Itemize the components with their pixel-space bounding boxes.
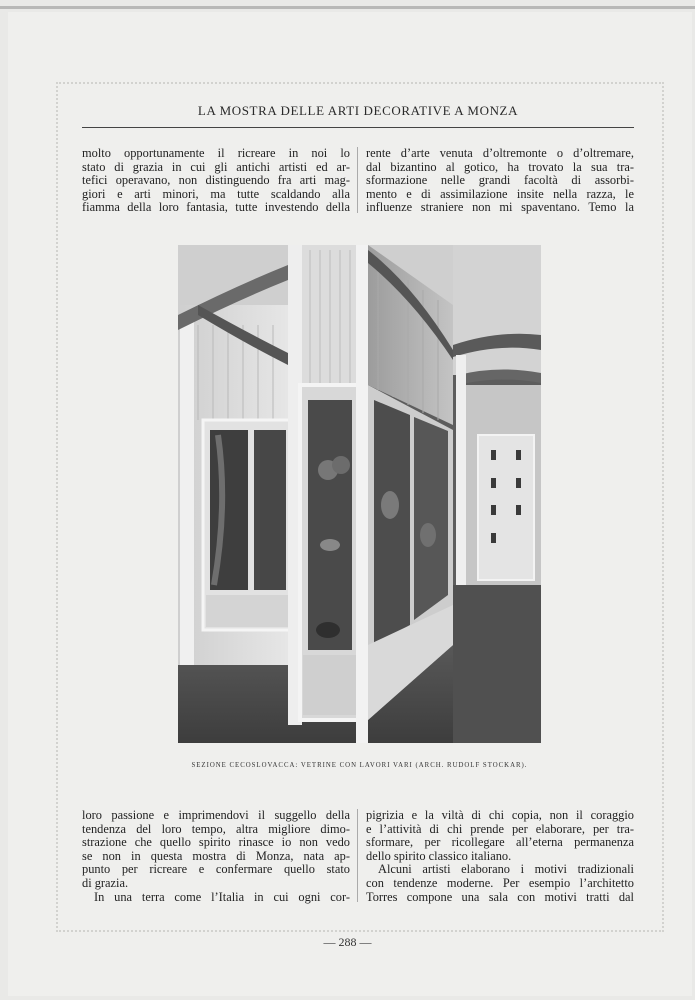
text-line: tefici operavano, non distinguendo fra arti mag-	[82, 173, 350, 188]
text-line: molto opportunamente il ricreare in noi lo	[82, 146, 350, 160]
text-line: con tendenze moderne. Per esempio l’architetto	[366, 875, 634, 890]
text-line: In una terra come l’Italia in cui ogni cor-	[94, 889, 350, 904]
text-line: tendenza del loro tempo, altra migliore dimo-	[82, 821, 350, 836]
text-line: e l’attività di chi prende per elaborare, per tra-	[366, 821, 634, 836]
text-line: dello spirito classico italiano.	[366, 848, 512, 863]
text-line: punto per ricreare e confermare quello stato	[82, 862, 350, 877]
text-line: mento e di assimilazione insite nella razza, le	[366, 186, 634, 201]
column-rule-bottom	[357, 809, 358, 902]
page-number: — 288 —	[323, 935, 372, 949]
page-edge-line	[0, 6, 695, 9]
column-bottom-left	[82, 809, 350, 904]
text-line: dal bizantino al gotico, ha trovato la sua tra-	[366, 159, 634, 174]
running-head: LA MOSTRA DELLE ARTI DECORATIVE A MONZA	[197, 103, 519, 118]
text-line: sformazione nelle grandi facoltà di assorbi-	[366, 173, 634, 188]
text-line: pigrizia e la viltà di chi copia, non il coraggio	[366, 808, 634, 822]
header-rule	[82, 127, 634, 128]
text-line: influenze straniere non mi spaventano. Temo la	[366, 200, 634, 215]
text-line: Alcuni artisti elaborano i motivi tradizionali	[378, 862, 634, 877]
column-top-left	[82, 147, 350, 215]
text-line: giori e arti minori, ma tutte scaldando alla	[82, 186, 350, 201]
text-line: di grazia.	[82, 875, 129, 890]
text-line: loro passione e imprimendovi il suggello della	[82, 808, 350, 822]
text-line: rente d’arte venuta d’oltremonte o d’oltremare,	[366, 146, 634, 160]
column-top-right	[366, 147, 634, 215]
exhibition-photo	[178, 245, 541, 743]
column-bottom-right	[366, 809, 634, 904]
column-rule-top	[357, 147, 358, 213]
photo-caption: SEZIONE CECOSLOVACCA: VETRINE CON LAVORI VARI (ARCH. RUDOLF STOCKAR).	[191, 762, 528, 769]
vitrine-photo-illustration	[178, 245, 541, 743]
text-line: sformare, per ricollegare all’eterna permanenza	[366, 835, 634, 850]
text-line: stato di grazia in cui gli antichi artisti ed ar-	[82, 159, 350, 174]
text-line: strazione che quello spirito rinasce io non vedo	[82, 835, 350, 850]
text-line: se non in questa mostra di Monza, nata ap-	[82, 848, 350, 863]
text-line: fiamma della loro fantasia, tutte investendo della	[82, 200, 350, 215]
text-line: Torres compone una sala con motivi tratti dal	[366, 889, 634, 904]
